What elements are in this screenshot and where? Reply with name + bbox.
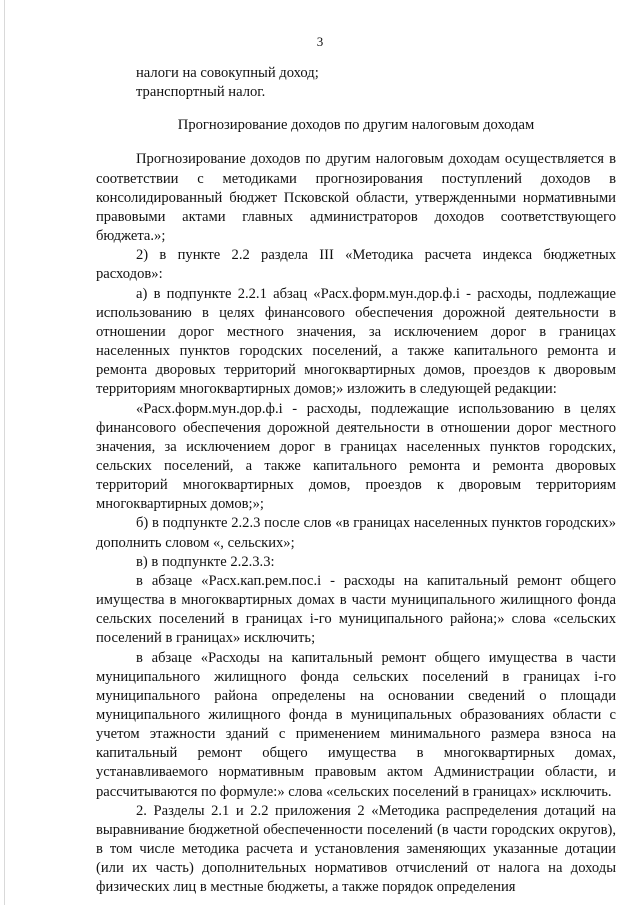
list-item-transport-tax: транспортный налог.: [136, 84, 266, 101]
paragraph-item-2: 2) в пункте 2.2 раздела III «Методика расчета индекса бюджетных расходов»:: [96, 247, 616, 283]
paragraph-abzac-2: в абзаце «Расходы на капитальный ремонт общего имущества в части муниципального жилищного фонда сельских поселений в границах i-го муниципального района определены на основании сведений о площади муниципального жилищного фонда в муниципальных образованиях области с учетом этажности зданий с применением минимального размера взноса на капитальный ремонт общего имущества в многоквартирных домах, устанавливаемого нормативным правовым актом Администрации области, и рассчитываются по формуле:» слова «сельских поселений в границах» исключить.: [96, 649, 616, 800]
page-number: 3: [316, 34, 324, 49]
list-item-taxes-income: налоги на совокупный доход;: [136, 65, 319, 81]
section-heading: Прогнозирование доходов по другим налоговым доходам: [177, 117, 535, 134]
paragraph-abzac-1: в абзаце «Расх.кап.рем.пос.i - расходы на капитальный ремонт общего имущества в многоквартирных домах в части муниципального жилищного фонда сельских поселений в границах i-го муниципального района;» слова «сельских поселений в границах» исключить;: [96, 572, 616, 647]
paragraph-item-2-sections: 2. Разделы 2.1 и 2.2 приложения 2 «Методика распределения дотаций на выравнивание бюджетной обеспеченности поселений (в части городских округов), в том числе методика расчета и установления заменяющих указанные дотации (или их часть) дополнительных нормативов отчислений от налога на доходы физических лиц в местные бюджеты, а также порядок определения: [96, 802, 616, 896]
paragraph-subitem-a: а) в подпункте 2.2.1 абзац «Расх.форм.мун.дор.ф.i - расходы, подлежащие использованию в целях финансового обеспечения дорожной деятельности в отношении дорог местного значения, за исключением дорог в границах населенных пунктов городских поселений, а также капитального ремонта и ремонта дворовых территорий многоквартирных домов, проездов к дворовым территориям многоквартирных домов;» изложить в следующей редакции:: [96, 285, 616, 398]
document-body: [96, 64, 616, 898]
paragraph-subitem-v: в) в подпункте 2.2.3.3:: [136, 553, 275, 570]
paragraph-new-wording: «Расх.форм.мун.дор.ф.i - расходы, подлежащие использованию в целях финансового обеспечения дорожной деятельности в отношении дорог местного значения, за исключением дорог в границах населенных пунктов городских, сельских поселений, а также капитального ремонта и ремонта дворовых территорий многоквартирных домов, проездов к дворовым территориям многоквартирных домов;»;: [96, 400, 616, 513]
paragraph-subitem-b: б) в подпункте 2.2.3 после слов «в границах населенных пунктов городских» дополнить словом «, сельских»;: [96, 515, 616, 551]
scan-edge-line: [4, 0, 5, 905]
paragraph-forecasting: Прогнозирование доходов по другим налоговым доходам осуществляется в соответствии с методиками прогнозирования поступлений доходов в консолидированный бюджет Псковской области, утвержденными нормативными правовыми актами главных администраторов доходов соответствующего бюджета.»;: [96, 151, 616, 245]
